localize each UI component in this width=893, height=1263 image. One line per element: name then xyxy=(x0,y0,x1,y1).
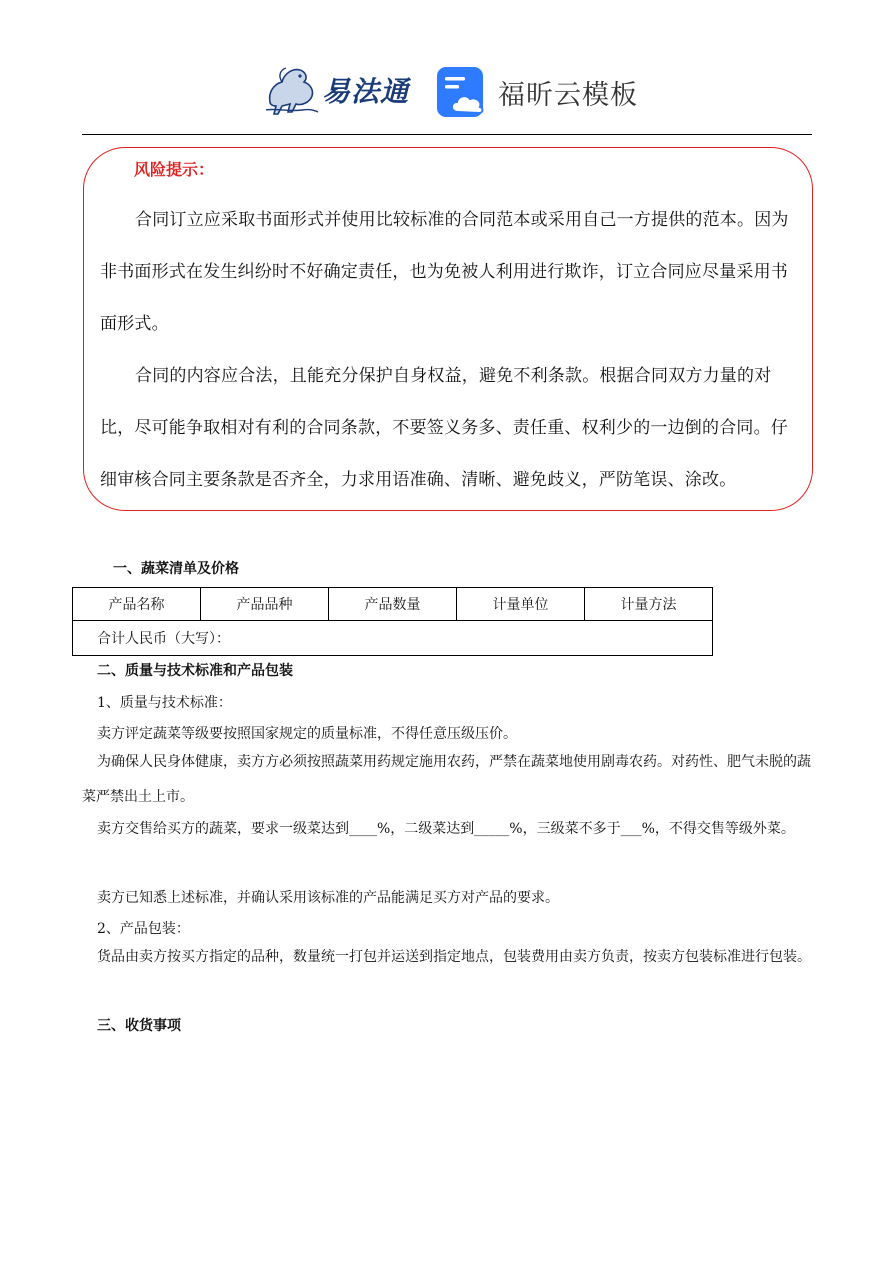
table-total-row xyxy=(73,621,713,656)
vegetable-list-table xyxy=(72,587,713,656)
packaging-paragraph: 货品由卖方按买方指定的品种，数量统一打包并运送到指定地点，包装费用由卖方负责，按卖方包装标准进行包装。 xyxy=(97,949,811,965)
yifatong-logo xyxy=(262,62,409,118)
risk-paragraph-contract-content: 合同的内容应合法，且能充分保护自身权益，避免不利条款。根据合同双方力量的对比，尽可能争取相对有利的合同条款，不要签义务多、责任重、权利少的一边倒的合同。仔细审核合同主要条款是否齐全，力求用语准确、清晰、避免歧义，严防笔误、涂改。 xyxy=(100,366,788,490)
document-cloud-icon xyxy=(436,66,488,118)
grade-ratio-paragraph: 卖方交售给买方的蔬菜，要求一级菜达到____%，二级菜达到_____%，三级菜不多于___%，不得交售等级外菜。 xyxy=(97,821,795,837)
column-product-name: 产品名称 xyxy=(73,588,201,621)
section-3-heading: 三、收货事项 xyxy=(97,1018,181,1034)
section-1-heading: 一、蔬菜清单及价格 xyxy=(113,561,239,577)
column-measure-method: 计量方法 xyxy=(585,588,713,621)
table-header-row xyxy=(73,588,713,621)
header-divider xyxy=(82,134,812,135)
risk-notice-title: 风险提示： xyxy=(134,160,215,179)
foxit-template-logo-text: 福昕云模板 xyxy=(498,79,638,111)
pesticide-paragraph: 为确保人民身体健康，卖方方必须按照蔬菜用药规定施用农药，严禁在蔬菜地使用剧毒农药。对药性、肥气未脱的蔬菜严禁出土上市。 xyxy=(82,754,811,805)
subsection-packaging: 2、产品包装： xyxy=(97,921,190,937)
foxit-template-logo xyxy=(436,66,638,118)
yifatong-logo-text: 易法通 xyxy=(322,75,410,108)
section-2-heading: 二、质量与技术标准和产品包装 xyxy=(97,663,293,679)
page-header xyxy=(0,60,893,124)
total-rmb-cell: 合计人民币（大写）： xyxy=(73,621,713,656)
qilin-icon xyxy=(262,62,320,118)
subsection-quality-standard: 1、质量与技术标准： xyxy=(97,695,232,711)
risk-paragraph-written-form: 合同订立应采取书面形式并使用比较标准的合同范本或采用自己一方提供的范本。因为非书面形式在发生纠纷时不好确定责任，也为免被人利用进行欺诈，订立合同应尽量采用书面形式。 xyxy=(100,210,789,334)
column-product-variety: 产品品种 xyxy=(201,588,329,621)
quality-grading-line: 卖方评定蔬菜等级要按照国家规定的质量标准，不得任意压级压价。 xyxy=(97,726,517,742)
column-unit: 计量单位 xyxy=(457,588,585,621)
column-product-quantity: 产品数量 xyxy=(329,588,457,621)
seller-acknowledgement-line: 卖方已知悉上述标准，并确认采用该标准的产品能满足买方对产品的要求。 xyxy=(97,890,559,906)
